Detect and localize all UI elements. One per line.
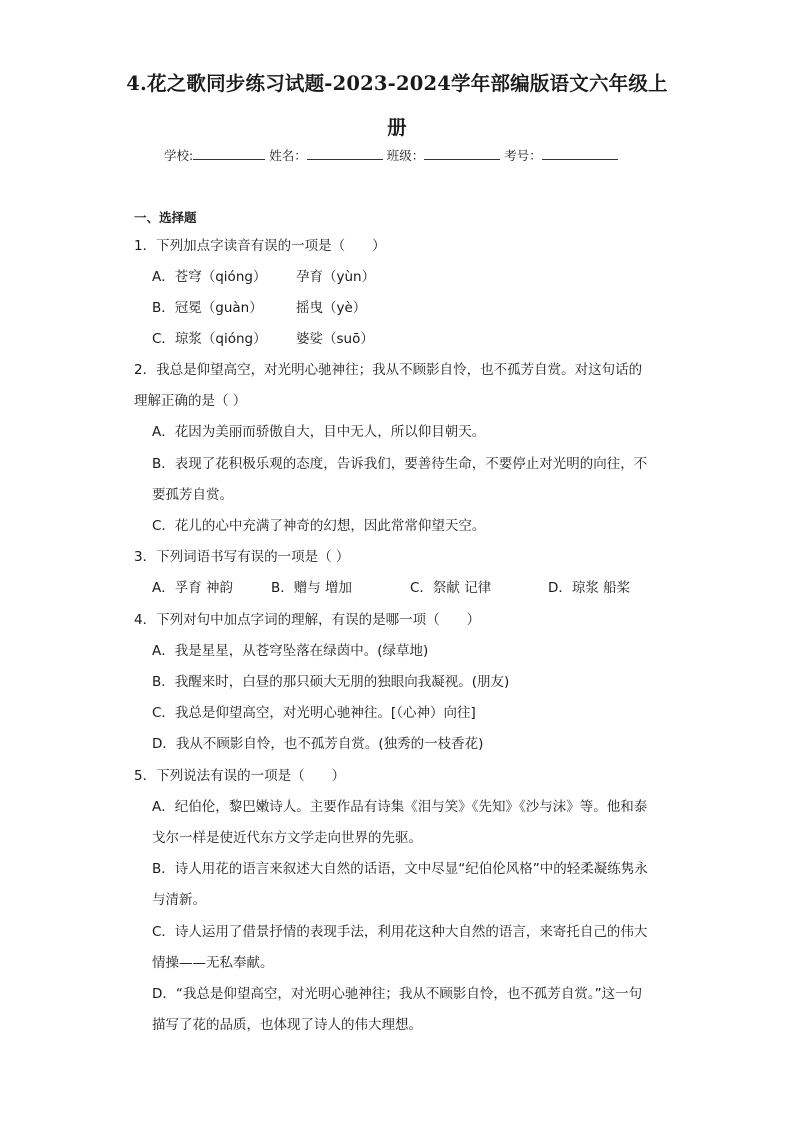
page-title: 4.花之歌同步练习试题-2023-2024学年部编版语文六年级上 [126, 72, 668, 95]
q1-option-b-second: 摇曳（yè） [296, 300, 367, 316]
q3-option-d: D．琼浆 船桨 [548, 580, 631, 596]
q5-option-c-cont: 情操——无私奉献。 [152, 955, 274, 971]
class-blank[interactable] [424, 147, 500, 160]
class-label: 班级： [386, 148, 425, 163]
question-2-stem: 2．我总是仰望高空，对光明心驰神往；我从不顾影自怜，也不孤芳自赏。对这句话的 [134, 362, 643, 378]
school-blank[interactable] [193, 147, 265, 160]
q1-option-a: A．苍穹（qióng） [152, 269, 267, 285]
q2-option-b: B．表现了花积极乐观的态度，告诉我们，要善待生命，不要停止对光明的向往，不 [152, 456, 648, 472]
q2-option-c: C．花儿的心中充满了神奇的幻想，因此常常仰望天空。 [152, 518, 486, 534]
page-title-continued: 册 [387, 116, 407, 139]
q5-option-a: A．纪伯伦，黎巴嫩诗人。主要作品有诗集《泪与笑》《先知》《沙与沫》等。他和泰 [152, 799, 648, 815]
exam-number-blank[interactable] [542, 147, 618, 160]
exam-number-label: 考号： [504, 148, 542, 163]
q1-option-c: C．琼浆（qióng） [152, 331, 267, 347]
question-1-stem: 1．下列加点字读音有误的一项是（ ） [134, 238, 386, 254]
question-4-stem: 4．下列对句中加点字词的理解，有误的是哪一项（ ） [134, 612, 481, 628]
q1-option-b: B．冠冕（guàn） [152, 300, 263, 316]
q2-option-a: A．花因为美丽而骄傲自大，目中无人，所以仰目朝天。 [152, 424, 486, 440]
q5-option-c: C．诗人运用了借景抒情的表现手法，利用花这种大自然的语言，来寄托自己的伟大 [152, 924, 648, 940]
q5-option-b-cont: 与清新。 [152, 892, 206, 908]
name-blank[interactable] [307, 147, 383, 160]
q4-option-d: D．我从不顾影自怜，也不孤芳自赏。(独秀的一枝香花) [152, 736, 484, 752]
q2-option-b-cont: 要孤芳自赏。 [152, 487, 233, 503]
section-heading: 一、选择题 [134, 210, 197, 225]
q5-option-d: D．“我总是仰望高空，对光明心驰神往；我从不顾影自怜，也不孤芳自赏。”这一句 [152, 986, 643, 1002]
question-2-stem-cont: 理解正确的是（ ） [134, 393, 247, 409]
q3-option-a: A．孚育 神韵 [152, 580, 234, 596]
q4-option-c: C．我总是仰望高空，对光明心驰神往。[（心神）向往] [152, 705, 476, 721]
q1-option-c-second: 婆娑（suō） [296, 331, 374, 347]
student-info-row [164, 146, 618, 164]
q5-option-a-cont: 戈尔一样是使近代东方文学走向世界的先驱。 [152, 830, 422, 846]
question-3-stem: 3．下列词语书写有误的一项是（ ） [134, 549, 350, 565]
q5-option-d-cont: 描写了花的品质，也体现了诗人的伟大理想。 [152, 1017, 422, 1033]
question-5-stem: 5．下列说法有误的一项是（ ） [134, 768, 346, 784]
q3-option-c: C．祭献 记律 [410, 580, 492, 596]
school-label: 学校: [164, 148, 194, 163]
q3-option-b: B．赠与 增加 [271, 580, 353, 596]
q4-option-a: A．我是星星，从苍穹坠落在绿茵中。(绿草地) [152, 643, 429, 659]
name-label: 姓名： [269, 148, 307, 163]
q1-option-a-second: 孕育（yùn） [296, 269, 376, 285]
q4-option-b: B．我醒来时，白昼的那只硕大无朋的独眼向我凝视。(朋友) [152, 674, 510, 690]
q5-option-b: B．诗人用花的语言来叙述大自然的话语，文中尽显“纪伯伦风格”中的轻柔凝练隽永 [152, 861, 648, 877]
